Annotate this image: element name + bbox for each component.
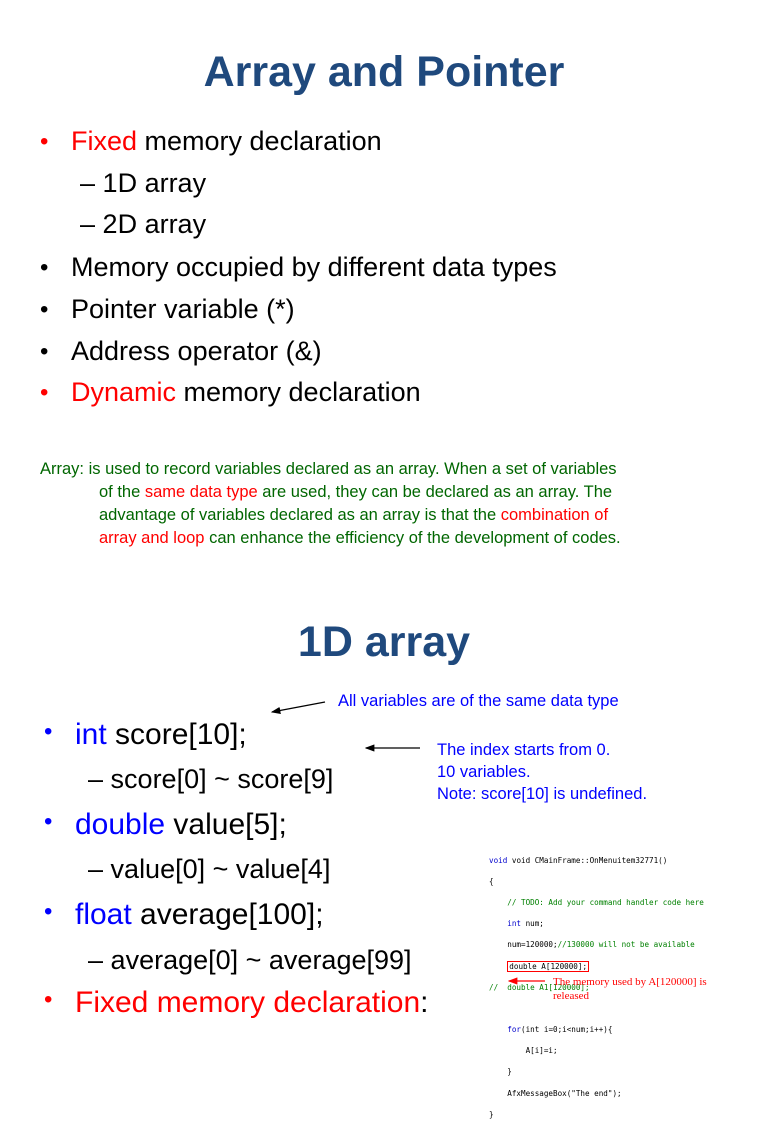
code-line: (int i=0;i<num;i++){: [521, 1025, 613, 1035]
declaration-text: value[5];: [165, 808, 287, 841]
code-line: AfxMessageBox("The end");: [489, 1088, 622, 1098]
callout-same-data-type: All variables are of the same data type: [338, 692, 619, 710]
code-line: void CMainFrame::OnMenuitem32771(): [511, 855, 668, 865]
bullet-text: Fixed memory declaration: [75, 986, 421, 1019]
bullet-dot: •: [44, 986, 53, 1013]
item-int-score: [44, 718, 247, 752]
bullet-text: Pointer variable (*): [71, 294, 295, 324]
bullet-dot: •: [40, 128, 49, 155]
code-line: // double A1[120000];: [489, 982, 590, 992]
bullet-accent: Fixed: [71, 126, 138, 156]
keyword-double: double: [75, 808, 166, 841]
code-line: {: [489, 876, 494, 886]
bullet-dot: •: [40, 296, 49, 323]
bullet-dot: •: [44, 898, 53, 925]
bullet-dot: •: [44, 718, 53, 745]
bullet-text: Address operator (&): [71, 336, 322, 366]
memory-released-note: The memory used by A[120000] is released: [553, 976, 707, 1002]
bullet-dot: •: [40, 254, 49, 281]
code-comment: //130000 will not be available: [557, 940, 695, 950]
code-snippet: void void CMainFrame::OnMenuitem32771() { // TODO: Add your command handler code here int num; num=120000;//130000 will not be available double A[120000]; // double A1[120000]; for(int i=0;i<num;i++){ A[i]=i; } AfxMessageBox("The end"); }: [489, 855, 704, 1119]
code-line: // TODO: Add your command handler code here: [489, 897, 704, 907]
sub-bullet-text: value[0] ~ value[4]: [110, 854, 331, 884]
bullet-dot: •: [40, 338, 49, 365]
sub-bullet-text: 1D array: [102, 168, 207, 198]
note-highlight-array-loop: array and loop: [99, 529, 205, 547]
note-line-4: array and loop can enhance the efficiency of the development of codes.: [99, 529, 621, 547]
callout-index-line: 10 variables.: [437, 763, 531, 781]
bullet-accent: Dynamic: [71, 377, 177, 407]
arrow-same-type: [272, 702, 325, 712]
note-highlight-combination: combination of: [500, 506, 609, 524]
callout-index-line: The index starts from 0.: [437, 741, 611, 759]
note-line-1: Array: is used to record variables declared as an array. When a set of variables: [40, 460, 617, 478]
callout-index-info: [437, 739, 647, 805]
sub-bullet-text: average[0] ~ average[99]: [110, 945, 412, 975]
code-line: }: [489, 1067, 512, 1077]
bullet-text: memory declaration: [176, 377, 421, 407]
bullet-text: Memory occupied by different data types: [71, 252, 557, 282]
item-float-average: [44, 898, 324, 932]
slide-title-1d-array: 1D array: [297, 618, 471, 666]
note-highlight-same-type: same data type: [144, 483, 258, 501]
note-line-2: of the same data type are used, they can be declared as an array. The: [99, 483, 613, 501]
sub-bullet-1d-array: – 1D array: [80, 168, 207, 198]
sub-average-range: – average[0] ~ average[99]: [88, 945, 412, 975]
note-line-3: advantage of variables declared as an array is that the combination of: [99, 506, 609, 524]
declaration-text: average[100];: [131, 898, 324, 931]
declaration-text: score[10];: [106, 718, 247, 751]
slide-title-array-and-pointer: Array and Pointer: [203, 48, 565, 96]
bullet-dot: •: [40, 379, 49, 406]
sub-score-range: – score[0] ~ score[9]: [88, 764, 334, 794]
sub-value-range: – value[0] ~ value[4]: [88, 854, 331, 884]
sub-bullet-2d-array: – 2D array: [80, 209, 207, 239]
code-line: A[i]=i;: [489, 1046, 558, 1056]
item-fixed-memory-declaration: • Fixed memory declaration:: [44, 986, 429, 1019]
highlighted-declaration: double A[120000];: [509, 961, 588, 971]
bullet-dot: •: [44, 808, 53, 835]
code-line: num;: [521, 919, 544, 929]
code-line: }: [489, 1109, 494, 1119]
keyword-int: int: [75, 718, 107, 751]
callout-index-line: Note: score[10] is undefined.: [437, 785, 648, 803]
sub-bullet-text: score[0] ~ score[9]: [110, 764, 334, 794]
keyword-float: float: [75, 898, 132, 931]
item-double-value: [44, 808, 287, 842]
bullet-text: memory declaration: [137, 126, 382, 156]
sub-bullet-text: 2D array: [102, 209, 207, 239]
